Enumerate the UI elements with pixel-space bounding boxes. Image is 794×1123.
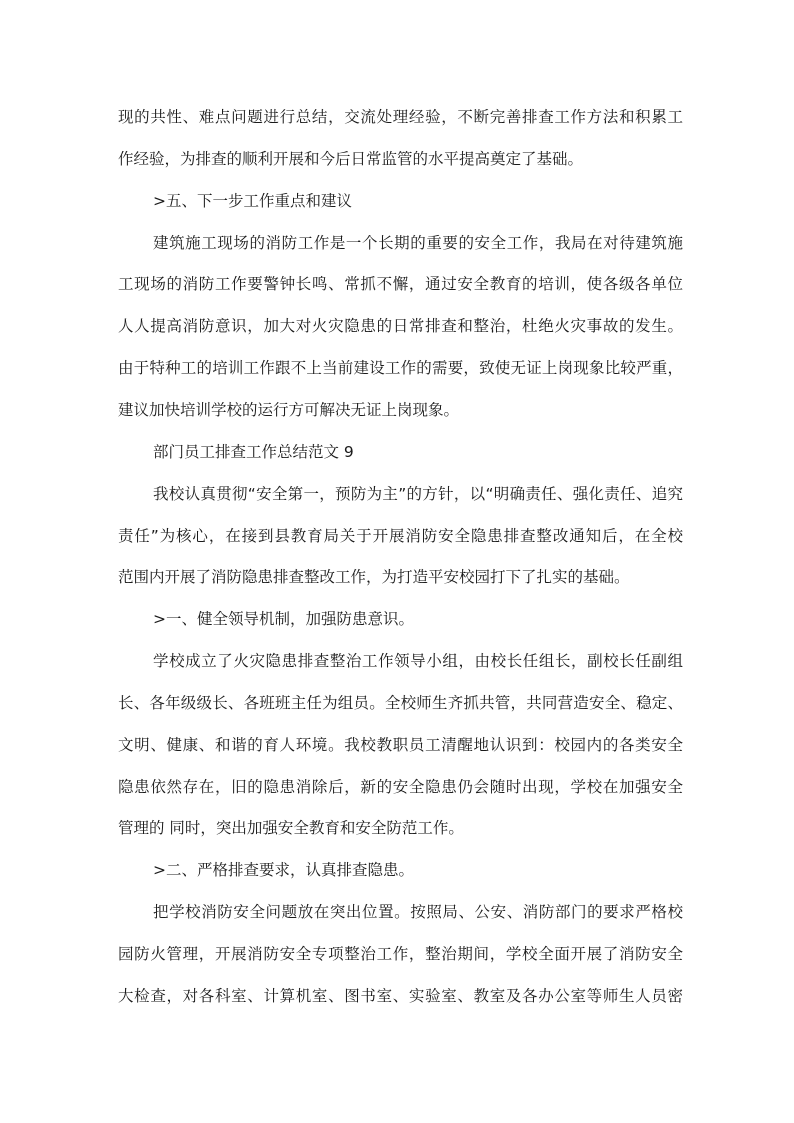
paragraph-line: 由于特种工的培训工作跟不上当前建设工作的需要，致使无证上岗现象比较严重， <box>118 359 683 377</box>
paragraph-line: 大检查，对各科室、计算机室、图书室、实验室、教室及各办公室等师生人员密 <box>118 987 683 1005</box>
paragraph-line: 范围内开展了消防隐患排查整改工作，为打造平安校园打下了扎实的基础。 <box>118 568 630 586</box>
section-heading: >二、严格排查要求，认真排查隐患。 <box>153 861 414 879</box>
paragraph-line: 责任”为核心，在接到县教育局关于开展消防安全隐患排查整改通知后，在全校 <box>118 527 683 545</box>
article-title: 部门员工排查工作总结范文 9 <box>153 443 354 461</box>
paragraph-line: 作经验，为排查的顺利开展和今后日常监管的水平提高奠定了基础。 <box>118 150 584 168</box>
paragraph-line: 工现场的消防工作要警钟长鸣、常抓不懈，通过安全教育的培训，使各级各单位 <box>118 275 683 293</box>
paragraph-line: 隐患依然存在，旧的隐患消除后，新的安全隐患仍会随时出现，学校在加强安全 <box>118 778 683 796</box>
paragraph-line: 建筑施工现场的消防工作是一个长期的重要的安全工作，我局在对待建筑施 <box>153 234 683 252</box>
paragraph-line: 我校认真贯彻“安全第一，预防为主”的方针，以“明确责任、强化责任、追究 <box>153 485 683 503</box>
paragraph-line: 人人提高消防意识，加大对火灾隐患的日常排查和整治，杜绝火灾事故的发生。 <box>118 317 683 335</box>
paragraph-line: 建议加快培训学校的运行方可解决无证上岗现象。 <box>118 401 460 419</box>
paragraph-line: 长、各年级级长、各班班主任为组员。全校师生齐抓共管，共同营造安全、稳定、 <box>118 694 683 712</box>
paragraph-line: 学校成立了火灾隐患排查整治工作领导小组，由校长任组长，副校长任副组 <box>153 652 683 670</box>
paragraph-line: 把学校消防安全问题放在突出位置。按照局、公安、消防部门的要求严格校 <box>153 903 683 921</box>
paragraph-line: 文明、健康、和谐的育人环境。我校教职员工清醒地认识到：校园内的各类安全 <box>118 736 683 754</box>
paragraph-line: 园防火管理，开展消防安全专项整治工作，整治期间，学校全面开展了消防安全 <box>118 945 683 963</box>
section-heading: >五、下一步工作重点和建议 <box>153 192 352 210</box>
section-heading: >一、健全领导机制，加强防患意识。 <box>153 610 414 628</box>
paragraph-line: 管理的 同时，突出加强安全教育和安全防范工作。 <box>118 819 464 837</box>
paragraph-line: 现的共性、难点问题进行总结，交流处理经验，不断完善排查工作方法和积累工 <box>118 108 683 126</box>
